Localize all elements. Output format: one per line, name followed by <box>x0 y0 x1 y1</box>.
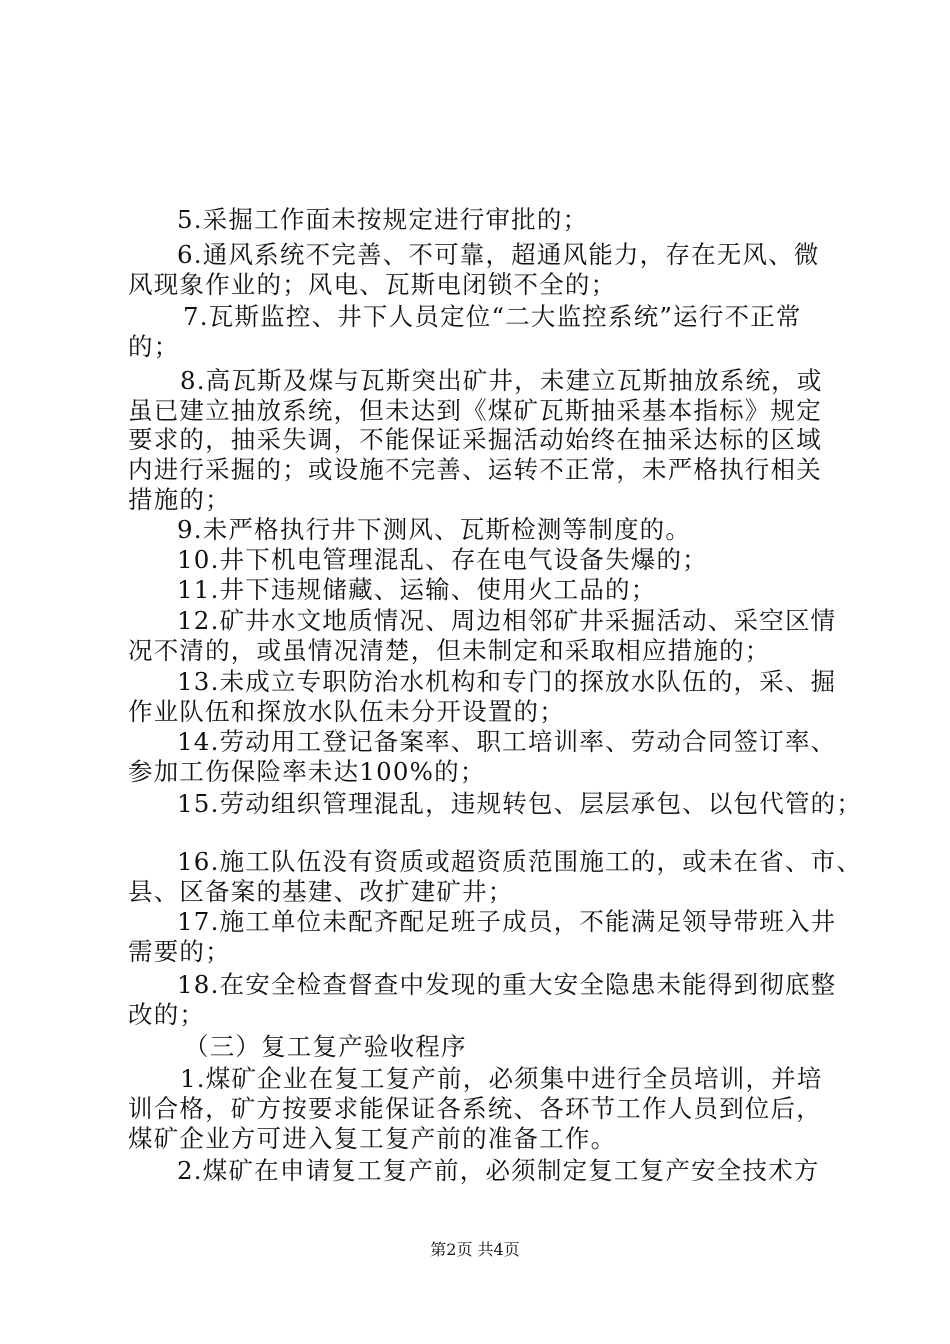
text-line: 1.煤矿企业在复工复产前，必须集中进行全员培训，并培 <box>180 1064 823 1093</box>
text-line: 要求的，抽采失调，不能保证采掘活动始终在抽采达标的区域 <box>128 425 822 454</box>
text-line: 参加工伤保险率未达100%的； <box>128 757 486 786</box>
text-line: 训合格，矿方按要求能保证各系统、各环节工作人员到位后， <box>128 1094 822 1123</box>
text-line: 2.煤矿在申请复工复产前，必须制定复工复产安全技术方 <box>177 1156 820 1185</box>
text-line: 17.施工单位未配齐配足班子成员，不能满足领导带班入井 <box>177 907 837 936</box>
text-line: 9.未严格执行井下测风、瓦斯检测等制度的。 <box>177 515 692 544</box>
text-line: 的； <box>128 332 180 361</box>
text-line: 11.井下违规储藏、运输、使用火工品的； <box>177 575 657 604</box>
section-heading: （三）复工复产验收程序 <box>184 1032 467 1061</box>
text-line: 12.矿井水文地质情况、周边相邻矿井采掘活动、采空区情 <box>177 606 837 635</box>
text-line: 8.高瓦斯及煤与瓦斯突出矿井，未建立瓦斯抽放系统，或 <box>180 366 823 395</box>
text-line: 6.通风系统不完善、不可靠，超通风能力，存在无风、微 <box>177 240 820 269</box>
text-line: 风现象作业的；风电、瓦斯电闭锁不全的； <box>128 270 617 299</box>
text-line: 10.井下机电管理混乱、存在电气设备失爆的； <box>177 545 708 574</box>
text-line: 18.在安全检查督查中发现的重大安全隐患未能得到彻底整 <box>177 970 837 999</box>
text-line: 13.未成立专职防治水机构和专门的探放水队伍的，采、掘 <box>177 667 837 696</box>
text-line: 内进行采掘的；或设施不完善、运转不正常，未严格执行相关 <box>128 455 822 484</box>
text-line: 16.施工队伍没有资质或超资质范围施工的，或未在省、市、 <box>177 847 863 876</box>
text-line: 14.劳动用工登记备案率、职工培训率、劳动合同签订率、 <box>177 727 837 756</box>
text-line: 5.采掘工作面未按规定进行审批的； <box>177 205 589 234</box>
text-line: 作业队伍和探放水队伍未分开设置的； <box>128 697 565 726</box>
text-line: 需要的； <box>128 937 231 966</box>
page-footer: 第2页 共4页 <box>430 1240 520 1259</box>
text-line: 7.瓦斯监控、井下人员定位“二大监控系统”运行不正常 <box>183 302 802 331</box>
text-line: 况不清的，或虽情况清楚，但未制定和采取相应措施的； <box>128 636 771 665</box>
text-line: 煤矿企业方可进入复工复产前的准备工作。 <box>128 1124 617 1153</box>
text-line: 改的； <box>128 1000 206 1029</box>
text-line: 措施的； <box>128 485 231 514</box>
text-line: 15.劳动组织管理混乱，违规转包、层层承包、以包代管的； <box>177 789 863 818</box>
text-line: 县、区备案的基建、改扩建矿井； <box>128 877 514 906</box>
text-line: 虽已建立抽放系统，但未达到《煤矿瓦斯抽采基本指标》规定 <box>128 396 822 425</box>
